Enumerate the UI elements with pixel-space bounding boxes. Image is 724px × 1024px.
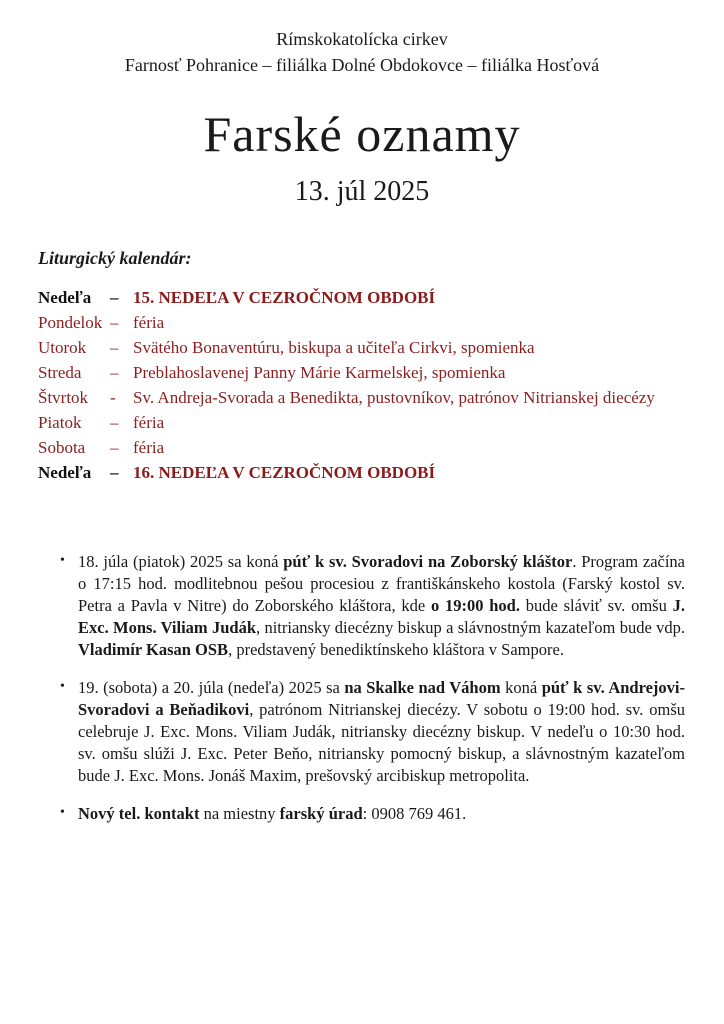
parish-name-line: Farnosť Pohranice – filiálka Dolné Obdokovce – filiálka Hosťová xyxy=(124,55,600,75)
calendar-day: Sobota xyxy=(38,438,86,457)
page-title: Farské oznamy xyxy=(203,106,521,162)
dash-separator: – xyxy=(110,288,119,307)
document-header xyxy=(0,26,724,78)
calendar-day: Štvrtok xyxy=(38,388,89,407)
dash-separator: – xyxy=(110,313,119,332)
calendar-day: Piatok xyxy=(38,413,82,432)
dash-separator: – xyxy=(110,338,119,357)
calendar-day: Utorok xyxy=(38,338,87,357)
calendar-feast: 16. NEDEĽA V CEZROČNOM OBDOBÍ xyxy=(133,463,436,482)
dash-separator: – xyxy=(110,363,119,382)
dash-separator: – xyxy=(110,413,119,432)
calendar-row xyxy=(38,360,655,385)
calendar-feast: Sv. Andreja-Svorada a Benedikta, pustovníkov, patrónov Nitrianskej diecézy xyxy=(133,388,655,407)
calendar-feast: féria xyxy=(133,413,165,432)
page-date: 13. júl 2025 xyxy=(294,176,430,207)
calendar-feast: féria xyxy=(133,438,165,457)
church-name-line: Rímskokatolícka cirkev xyxy=(276,29,448,49)
liturgical-calendar-table xyxy=(38,285,655,485)
bullet-icon: • xyxy=(60,553,65,568)
calendar-feast: Preblahoslavenej Panny Márie Karmelskej, spomienka xyxy=(133,363,506,382)
announcements-list xyxy=(58,551,685,825)
announcement-text: 18. júla (piatok) 2025 sa koná púť k sv. Svoradovi na Zoborský kláštor. Program začína o 17:15 hod. modlitebnou pešou procesiou z františkánskeho kostola (Farský kostol sv. Petra a Pavla v Nitre) do Zoborského kláštora, kde o 19:00 hod. bude sláviť sv. omšu J. Exc. Mons. Viliam Judák, nitriansky diecézny biskup a slávnostným kazateľom bude vdp. Vladimír Kasan OSB, predstavený benediktínskeho kláštora v Sampore. xyxy=(78,552,686,659)
bullet-icon: • xyxy=(60,679,65,694)
announcement-item xyxy=(58,803,685,825)
announcement-item xyxy=(58,677,685,787)
calendar-row xyxy=(38,460,655,485)
calendar-day: Nedeľa xyxy=(38,288,92,307)
dash-separator: – xyxy=(110,438,119,457)
calendar-row xyxy=(38,435,655,460)
announcement-text: 19. (sobota) a 20. júla (nedeľa) 2025 sa na Skalke nad Váhom koná púť k sv. Andrejovi-Svoradovi a Beňadikovi, patrónom Nitrianskej diecézy. V sobotu o 19:00 hod. sv. omšu celebruje J. Exc. Mons. Viliam Judák, nitriansky diecézny biskup. V nedeľu o 10:30 hod. sv. omšu slúži J. Exc. Peter Beňo, nitriansky pomocný biskup, a slávnostným kazateľom bude J. Exc. Mons. Jonáš Maxim, prešovský arcibiskup metropolita. xyxy=(78,678,686,785)
dash-separator: – xyxy=(110,463,119,482)
dash-separator: - xyxy=(110,388,116,407)
calendar-row xyxy=(38,385,655,410)
calendar-day: Nedeľa xyxy=(38,463,92,482)
calendar-row xyxy=(38,410,655,435)
calendar-day: Pondelok xyxy=(38,313,103,332)
liturgical-calendar-heading: Liturgický kalendár: xyxy=(38,248,192,268)
bullet-icon: • xyxy=(60,805,65,820)
calendar-row xyxy=(38,335,655,360)
calendar-day: Streda xyxy=(38,363,82,382)
announcement-item xyxy=(58,551,685,661)
calendar-feast: féria xyxy=(133,313,165,332)
announcement-text: Nový tel. kontakt na miestny farský úrad: 0908 769 461. xyxy=(78,804,467,823)
calendar-row xyxy=(38,285,655,310)
calendar-row xyxy=(38,310,655,335)
calendar-feast: 15. NEDEĽA V CEZROČNOM OBDOBÍ xyxy=(133,288,436,307)
calendar-feast: Svätého Bonaventúru, biskupa a učiteľa Cirkvi, spomienka xyxy=(133,338,535,357)
